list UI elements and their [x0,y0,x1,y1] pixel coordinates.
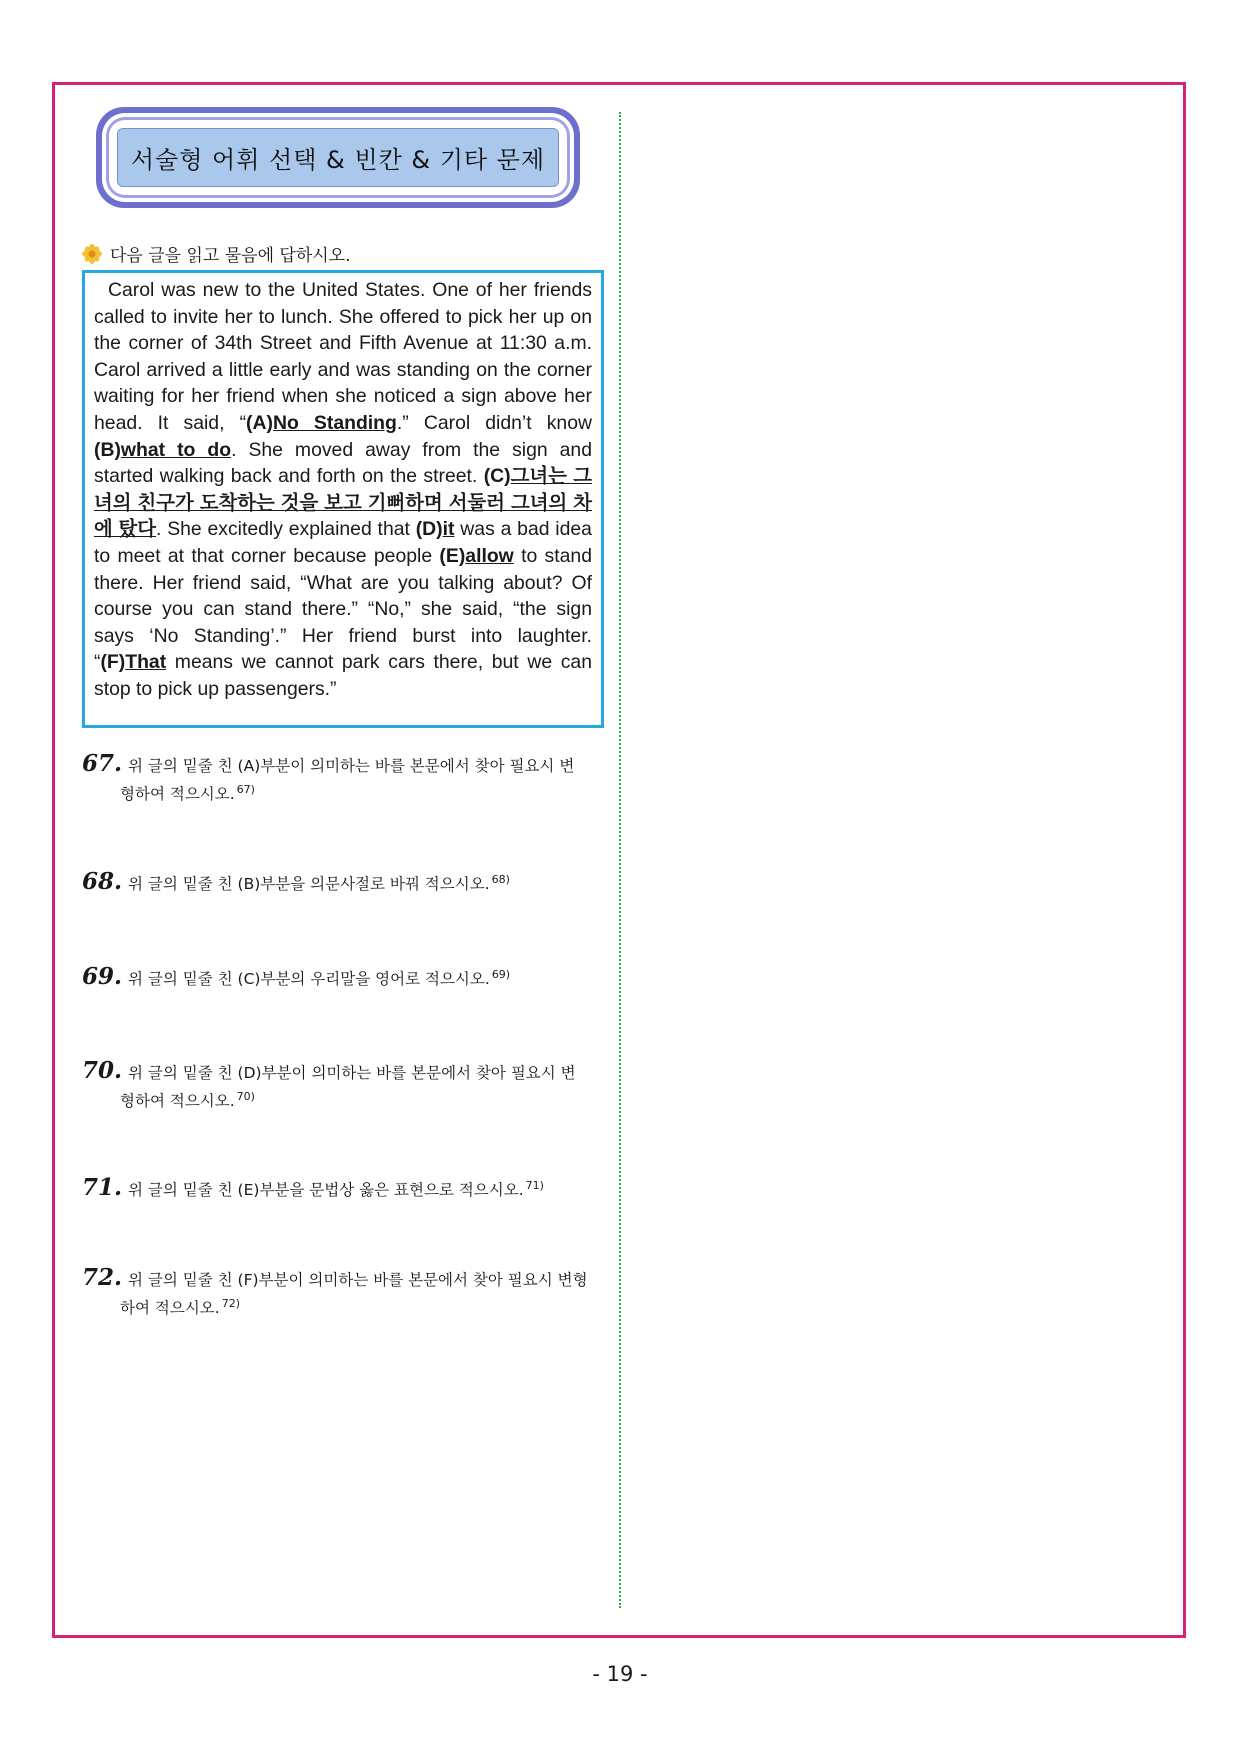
label-f: (F) [100,651,126,674]
question-number: 72. [82,1264,123,1291]
flower-icon [82,244,102,264]
question-text: 위 글의 밑줄 친 (F)부분이 의미하는 바를 본문에서 찾아 필요시 변형 [128,1271,588,1289]
underline-f: That [125,651,167,674]
question-71 [82,1174,606,1202]
question-69 [82,963,606,991]
question-number: 70. [82,1057,123,1084]
question-text-cont: 하여 적으시오. [120,1299,220,1318]
underline-d: it [442,518,455,541]
passage-text: was a bad idea to meet at that corner because people [94,518,592,567]
question-number: 71. [82,1174,123,1202]
label-b: (B) [94,438,121,461]
question-text: 위 글의 밑줄 친 (B)부분을 의문사절로 바꿔 적으시오. [128,875,490,894]
passage-text: means we cannot park cars there, but we can stop to pick up passengers.” [94,651,592,700]
question-text: 위 글의 밑줄 친 (C)부분의 우리말을 영어로 적으시오. [128,970,490,989]
instruction [82,241,351,266]
question-text: 위 글의 밑줄 친 (E)부분을 문법상 옳은 표현으로 적으시오. [128,1181,524,1200]
banner-title: 서술형 어휘 선택 & 빈칸 & 기타 문제 [117,128,559,187]
instruction-text: 다음 글을 읽고 물음에 답하시오. [110,246,351,266]
page-number: - 19 - [592,1662,648,1686]
column-divider [619,112,621,1608]
underline-a: No Standing [272,411,397,434]
section-banner [96,107,580,208]
footnote-ref: 69) [491,968,511,981]
question-70 [82,1059,606,1113]
question-text-cont: 형하여 적으시오. [120,1092,235,1111]
footnote-ref: 71) [525,1179,544,1192]
footnote-ref: 72) [221,1297,240,1310]
question-68 [82,868,606,896]
question-text: 위 글의 밑줄 친 (A)부분이 의미하는 바를 본문에서 찾아 필요시 변 [128,757,575,775]
label-e: (E) [439,544,466,567]
label-a: (A) [246,411,273,434]
passage-text: Carol was new to the United States. One of her friends called to invite her to lunch. She offered to pick her up on the corner of 34th Street and Fifth Avenue at 11:30 a.m. Carol arrived a little early and was standing on the corner waiting for her friend when she noticed a sign above her head. It said, “ [94,279,592,434]
question-number: 68. [82,868,123,896]
passage-text: . She moved away from the sign and started walking back and forth on the street. [94,438,592,488]
label-d: (D) [415,518,443,541]
question-number: 67. [82,750,123,777]
question-number: 69. [82,963,123,991]
underline-b: what to do [120,438,232,461]
underline-c: 그녀는 그녀의 친구가 도착하는 것을 보고 기뻐하며 서둘러 그녀의 차에 탔다 [94,465,592,541]
question-text: 위 글의 밑줄 친 (D)부분이 의미하는 바를 본문에서 찾아 필요시 변 [128,1064,576,1082]
question-67 [82,752,606,806]
question-72 [82,1266,606,1320]
question-text-cont: 형하여 적으시오. [120,785,235,804]
footnote-ref: 67) [236,783,255,796]
reading-passage [82,270,604,728]
underline-e: allow [465,544,514,567]
label-c: (C) [483,465,511,488]
passage-text: .” Carol didn’t know [396,411,592,434]
passage-text: . She excitedly explained that [156,518,416,541]
footnote-ref: 70) [236,1090,255,1103]
passage-text: to stand there. Her friend said, “What are you talking about? Of course you can stand there.” “No,” she said, “the sign says ‘No Standing’.” Her friend burst into laughter. “ [94,544,592,674]
footnote-ref: 68) [491,873,510,886]
